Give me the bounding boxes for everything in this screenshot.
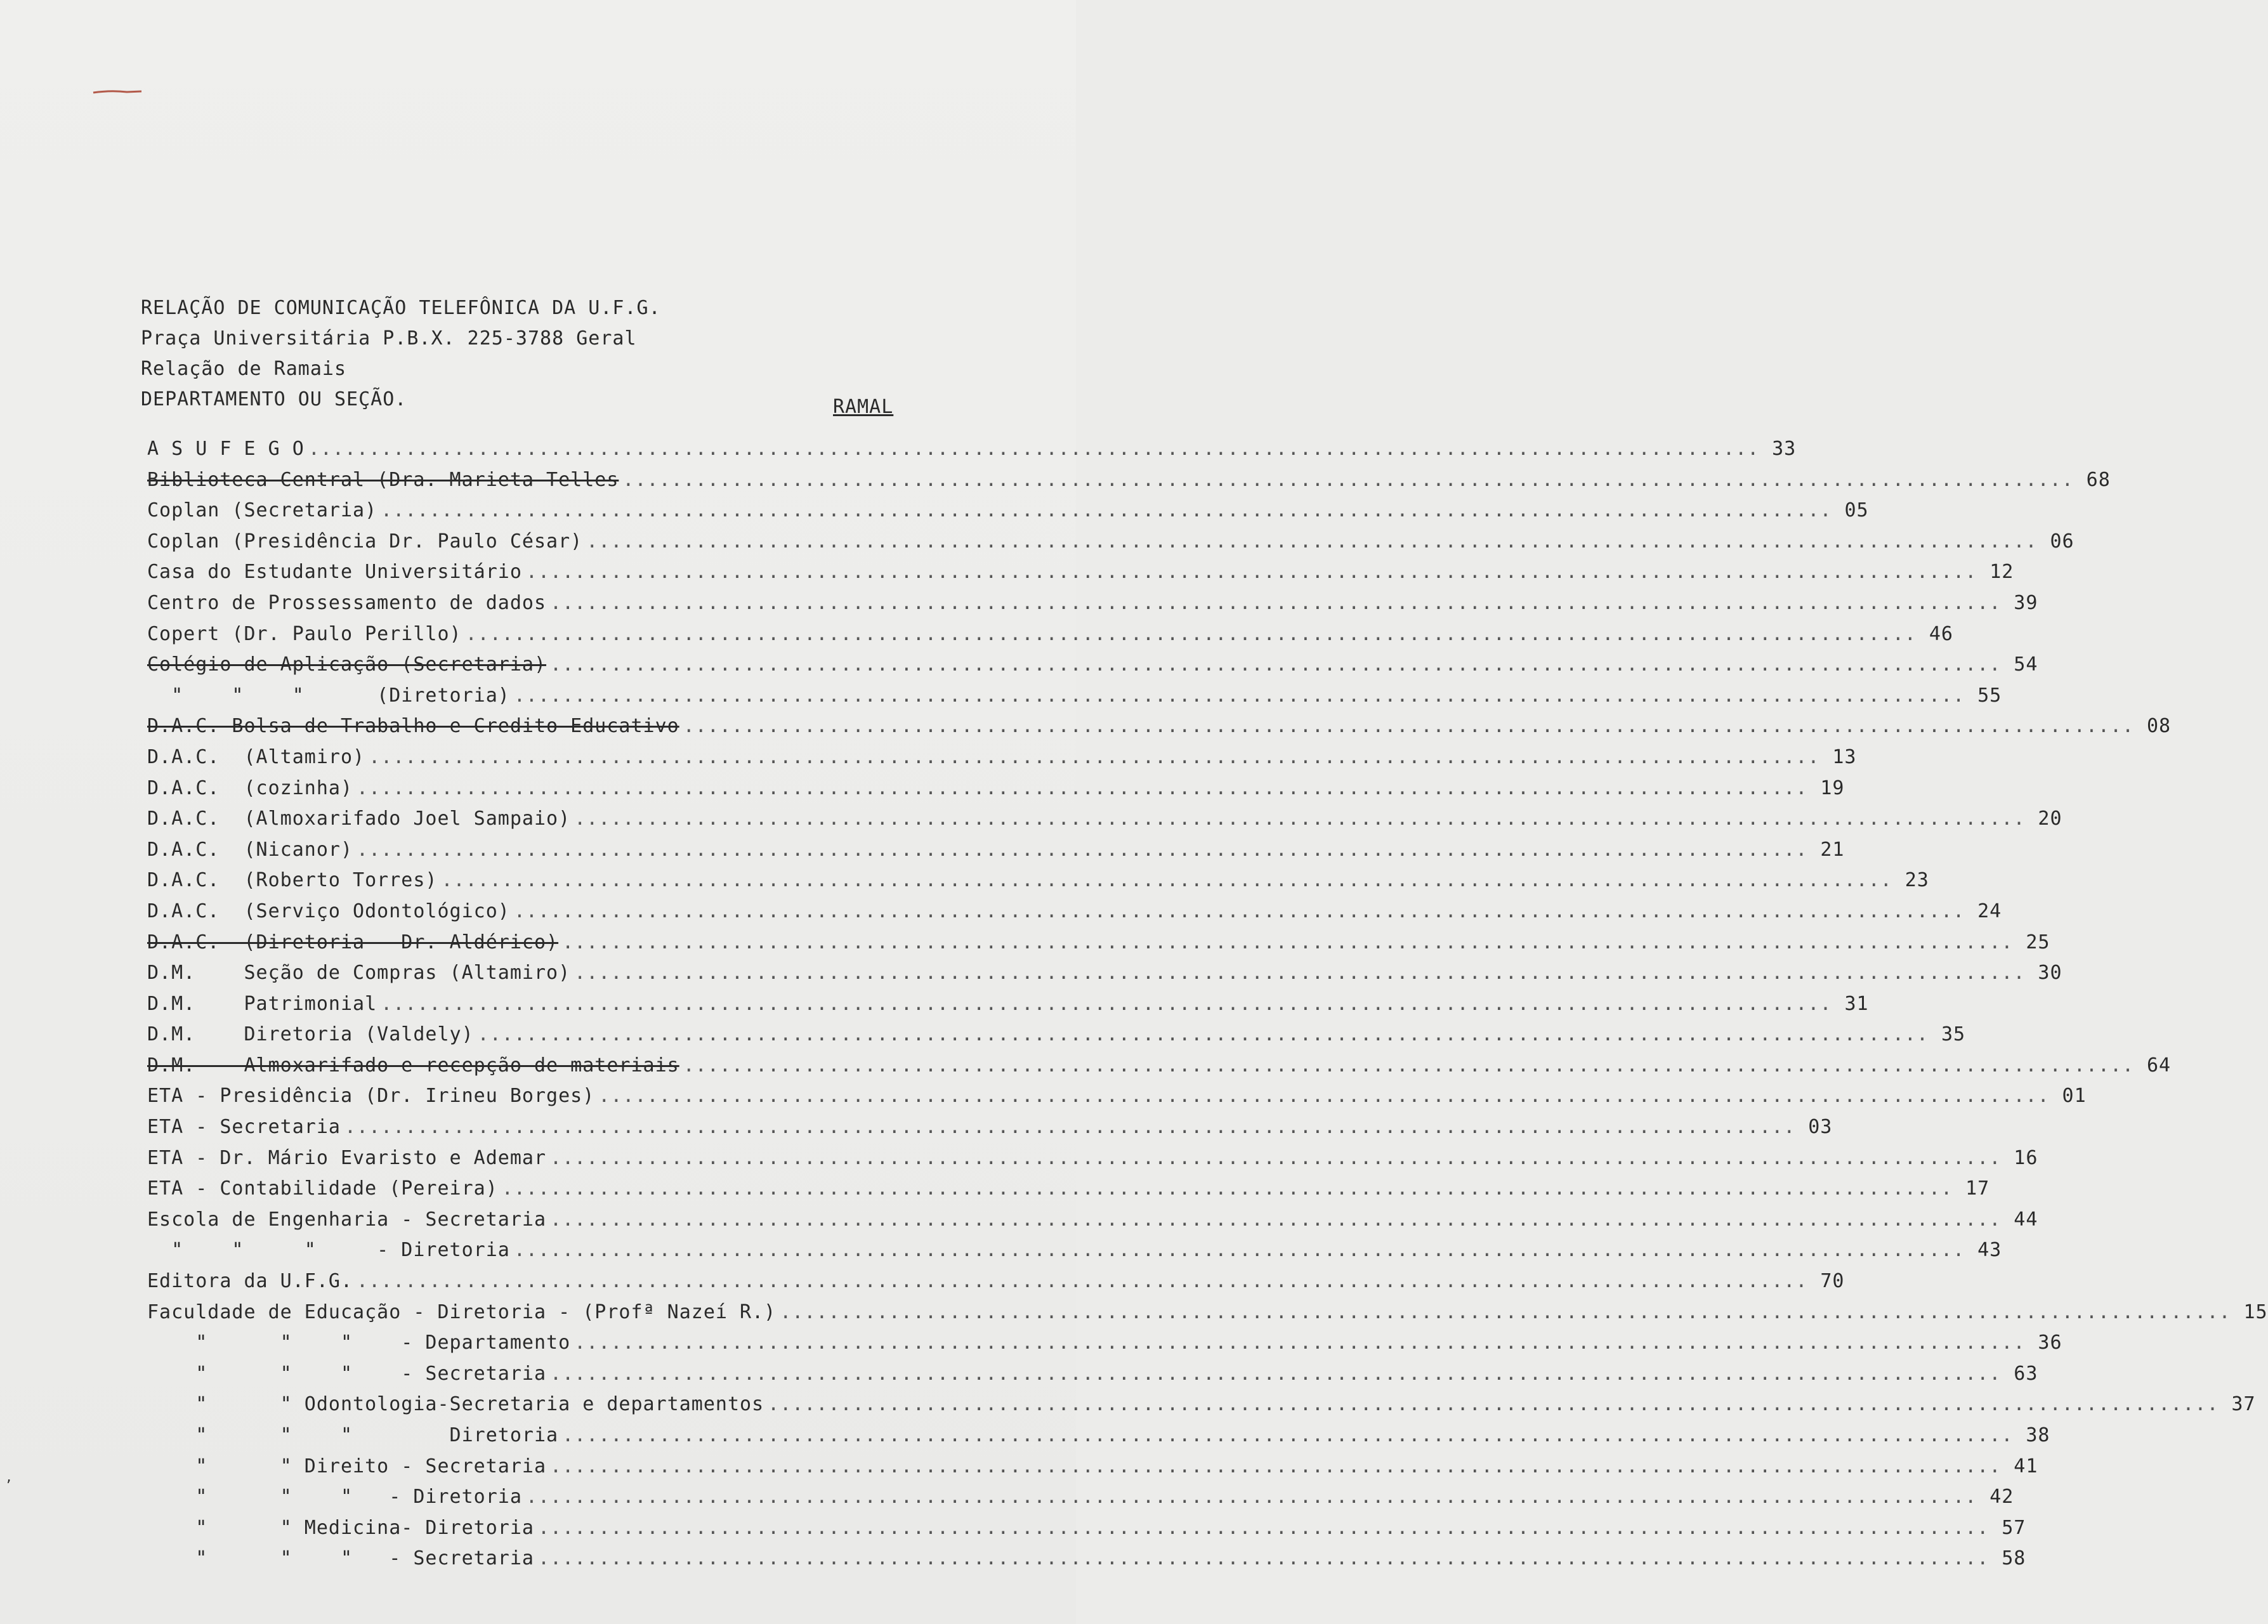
dot-leader: ........................................................................................................................ xyxy=(683,715,2135,738)
entry-label: " " " Diretoria xyxy=(147,1424,559,1446)
dot-leader: ........................................................................................................................ xyxy=(574,962,2026,985)
extension-number: 43 xyxy=(1977,1239,2002,1262)
extension-number: 21 xyxy=(1820,838,1845,861)
dot-leader: ........................................................................................................................ xyxy=(308,438,1760,460)
list-item xyxy=(147,962,2062,993)
dot-leader: ........................................................................................................................ xyxy=(537,1516,1989,1539)
dot-leader: ........................................................................................................................ xyxy=(525,561,1977,584)
list-item xyxy=(147,745,1857,777)
list-item xyxy=(147,653,2038,684)
list-item xyxy=(147,1239,2002,1270)
dot-leader: ........................................................................................................................ xyxy=(441,869,1892,892)
dot-leader: ........................................................................................................................ xyxy=(683,1054,2135,1077)
list-item xyxy=(147,499,1869,530)
entry-label: ETA - Secretaria xyxy=(147,1116,341,1139)
extension-number: 03 xyxy=(1808,1116,1833,1139)
entry-label: D.A.C. (cozinha) xyxy=(147,776,353,799)
entry-label: ETA - Dr. Mário Evaristo e Ademar xyxy=(147,1146,547,1169)
list-item xyxy=(147,591,2038,623)
list-item xyxy=(147,838,1845,870)
extension-number: 31 xyxy=(1844,992,1869,1015)
dot-leader: ........................................................................................................................ xyxy=(586,530,2038,553)
entry-label: Escola de Engenharia - Secretaria xyxy=(147,1208,547,1231)
extension-number: 37 xyxy=(2231,1393,2256,1416)
list-item xyxy=(147,684,2002,716)
extension-number: 33 xyxy=(1772,438,1797,460)
extension-number: 58 xyxy=(2002,1547,2026,1570)
list-item xyxy=(147,1208,2038,1240)
dot-leader: ........................................................................................................................ xyxy=(477,1023,1929,1046)
entry-label: Faculdade de Educação - Diretoria - (Profª Nazeí R.) xyxy=(147,1300,777,1323)
extension-number: 17 xyxy=(1965,1177,1990,1200)
extension-number: 12 xyxy=(1989,561,2014,584)
entry-label: Coplan (Presidência Dr. Paulo César) xyxy=(147,530,583,553)
dot-leader: ........................................................................................................................ xyxy=(550,591,2002,614)
extension-number: 24 xyxy=(1977,900,2002,922)
header-title: RELAÇÃO DE COMUNICAÇÃO TELEFÔNICA DA U.F.G. xyxy=(141,297,661,319)
list-item xyxy=(147,776,1845,808)
entry-label: D.A.C. (Almoxarifado Joel Sampaio) xyxy=(147,808,571,830)
list-item xyxy=(147,1424,2050,1455)
dot-leader: ........................................................................................................................ xyxy=(357,776,1808,799)
entry-label: D.M. Patrimonial xyxy=(147,992,377,1015)
document-header xyxy=(141,293,661,415)
dot-leader: ........................................................................................................................ xyxy=(574,1332,2026,1354)
list-item xyxy=(147,1455,2038,1486)
entry-label: ETA - Presidência (Dr. Irineu Borges) xyxy=(147,1085,595,1108)
entry-label: D.A.C. (Nicanor) xyxy=(147,838,353,861)
dot-leader: ........................................................................................................................ xyxy=(550,1455,2002,1477)
entry-label: " " Odontologia-Secretaria e departamentos xyxy=(147,1393,764,1416)
list-item xyxy=(147,1270,1845,1301)
extension-number: 64 xyxy=(2146,1054,2172,1077)
extension-number: 16 xyxy=(2014,1146,2038,1169)
extension-number: 57 xyxy=(2002,1516,2026,1539)
dot-leader: ........................................................................................................................ xyxy=(501,1177,1953,1200)
dot-leader: ........................................................................................................................ xyxy=(381,992,1832,1015)
entry-label: Editora da U.F.G. xyxy=(147,1270,353,1293)
header-column-title: DEPARTAMENTO OU SEÇÃO. xyxy=(141,388,407,410)
list-item xyxy=(147,1486,2014,1517)
dot-leader: ........................................................................................................................ xyxy=(598,1085,2050,1108)
dot-leader: ........................................................................................................................ xyxy=(513,900,1965,922)
list-item xyxy=(147,530,2075,561)
dot-leader: ........................................................................................................................ xyxy=(550,1362,2002,1385)
list-item xyxy=(147,1547,2026,1578)
extension-number: 13 xyxy=(1832,745,1857,768)
dot-leader: ........................................................................................................................ xyxy=(357,1270,1808,1293)
header-subtitle: Relação de Ramais xyxy=(141,358,347,380)
staple-mark xyxy=(92,89,143,95)
extension-number: 68 xyxy=(2086,468,2111,491)
extension-number: 70 xyxy=(1820,1270,1845,1293)
header-address: Praça Universitária P.B.X. 225-3788 Geral xyxy=(141,327,637,350)
list-item xyxy=(147,561,2014,592)
list-item xyxy=(147,1116,1833,1147)
extension-number: 20 xyxy=(2038,808,2062,830)
list-item xyxy=(147,1177,1990,1208)
extension-number: 38 xyxy=(2026,1424,2050,1446)
dot-leader: ........................................................................................................................ xyxy=(344,1116,1796,1139)
list-item xyxy=(147,931,2050,962)
list-item xyxy=(147,1023,1966,1054)
entry-label: D.A.C. (Diretoria - Dr. Aldérico) xyxy=(147,931,559,953)
entry-label: Copert (Dr. Paulo Perillo) xyxy=(147,622,462,645)
list-item xyxy=(147,1146,2038,1178)
extension-number: 05 xyxy=(1844,499,1869,522)
dot-leader: ........................................................................................................................ xyxy=(550,1146,2002,1169)
dot-leader: ........................................................................................................................ xyxy=(357,838,1808,861)
list-item xyxy=(147,900,2002,931)
extension-number: 23 xyxy=(1904,869,1929,892)
dot-leader: ........................................................................................................................ xyxy=(562,931,2014,953)
extension-number: 15 xyxy=(2243,1300,2268,1323)
entry-label: " " " - Departamento xyxy=(147,1332,571,1354)
dot-leader: ........................................................................................................................ xyxy=(622,468,2074,491)
dot-leader: ........................................................................................................................ xyxy=(381,499,1832,522)
dot-leader: ........................................................................................................................ xyxy=(513,684,1965,707)
extension-number: 54 xyxy=(2014,653,2038,676)
list-item xyxy=(147,869,1929,900)
list-item xyxy=(147,1393,2256,1424)
extension-number: 06 xyxy=(2050,530,2075,553)
entry-label: " " " - Diretoria xyxy=(147,1239,510,1262)
dot-leader: ........................................................................................................................ xyxy=(768,1393,2219,1416)
list-item xyxy=(147,1516,2026,1548)
entry-label: " " " - Secretaria xyxy=(147,1362,547,1385)
dot-leader: ........................................................................................................................ xyxy=(369,745,1820,768)
entry-label: D.A.C. (Altamiro) xyxy=(147,745,365,768)
list-item xyxy=(147,1332,2062,1363)
extension-number: 55 xyxy=(1977,684,2002,707)
entry-label: Casa do Estudante Universitário xyxy=(147,561,522,584)
entry-label: D.M. Diretoria (Valdely) xyxy=(147,1023,474,1046)
dot-leader: ........................................................................................................................ xyxy=(513,1239,1965,1262)
extension-number: 19 xyxy=(1820,776,1845,799)
entry-label: " " " (Diretoria) xyxy=(147,684,510,707)
dot-leader: ........................................................................................................................ xyxy=(550,1208,2002,1231)
entry-label: D.A.C. (Serviço Odontológico) xyxy=(147,900,510,922)
dot-leader: ........................................................................................................................ xyxy=(537,1547,1989,1570)
list-item xyxy=(147,808,2062,839)
extension-list xyxy=(147,438,2268,1578)
extension-number: 01 xyxy=(2062,1085,2087,1108)
dot-leader: ........................................................................................................................ xyxy=(465,622,1917,645)
extension-number: 39 xyxy=(2014,591,2038,614)
list-item xyxy=(147,715,2172,746)
list-item xyxy=(147,1362,2038,1394)
list-item xyxy=(147,1054,2172,1085)
extension-number: 42 xyxy=(1989,1486,2014,1509)
entry-label: Biblioteca Central (Dra. Marieta Telles xyxy=(147,468,619,491)
extension-number: 35 xyxy=(1941,1023,1966,1046)
list-item xyxy=(147,622,1953,654)
list-item xyxy=(147,1085,2087,1116)
entry-label: " " Direito - Secretaria xyxy=(147,1455,547,1477)
entry-label: ETA - Contabilidade (Pereira) xyxy=(147,1177,498,1200)
entry-label: D.M. Almoxarifado e recepção de materiais xyxy=(147,1054,679,1077)
ramal-column-header: RAMAL xyxy=(833,396,894,418)
extension-number: 44 xyxy=(2014,1208,2038,1231)
dot-leader: ........................................................................................................................ xyxy=(525,1486,1977,1509)
extension-number: 41 xyxy=(2014,1455,2038,1477)
list-item xyxy=(147,468,2111,500)
entry-label: A S U F E G O xyxy=(147,438,305,460)
extension-number: 36 xyxy=(2038,1332,2062,1354)
extension-number: 30 xyxy=(2038,962,2062,985)
list-item xyxy=(147,1300,2268,1332)
dot-leader: ........................................................................................................................ xyxy=(574,808,2026,830)
dot-leader: ........................................................................................................................ xyxy=(550,653,2002,676)
entry-label: Centro de Prossessamento de dados xyxy=(147,591,547,614)
extension-number: 46 xyxy=(1929,622,1953,645)
extension-number: 08 xyxy=(2146,715,2172,738)
dot-leader: ........................................................................................................................ xyxy=(780,1300,2231,1323)
list-item xyxy=(147,992,1869,1024)
stray-mark: , xyxy=(5,1469,13,1484)
entry-label: " " " - Diretoria xyxy=(147,1486,522,1509)
entry-label: D.M. Seção de Compras (Altamiro) xyxy=(147,962,571,985)
entry-label: D.A.C. (Roberto Torres) xyxy=(147,869,438,892)
extension-number: 63 xyxy=(2014,1362,2038,1385)
dot-leader: ........................................................................................................................ xyxy=(562,1424,2014,1446)
extension-number: 25 xyxy=(2026,931,2050,953)
list-item xyxy=(147,438,1797,469)
entry-label: Coplan (Secretaria) xyxy=(147,499,377,522)
entry-label: " " Medicina- Diretoria xyxy=(147,1516,534,1539)
entry-label: " " " - Secretaria xyxy=(147,1547,534,1570)
entry-label: Colégio de Aplicação (Secretaria) xyxy=(147,653,547,676)
entry-label: D.A.C. Bolsa de Trabalho e Credito Educativo xyxy=(147,715,679,738)
